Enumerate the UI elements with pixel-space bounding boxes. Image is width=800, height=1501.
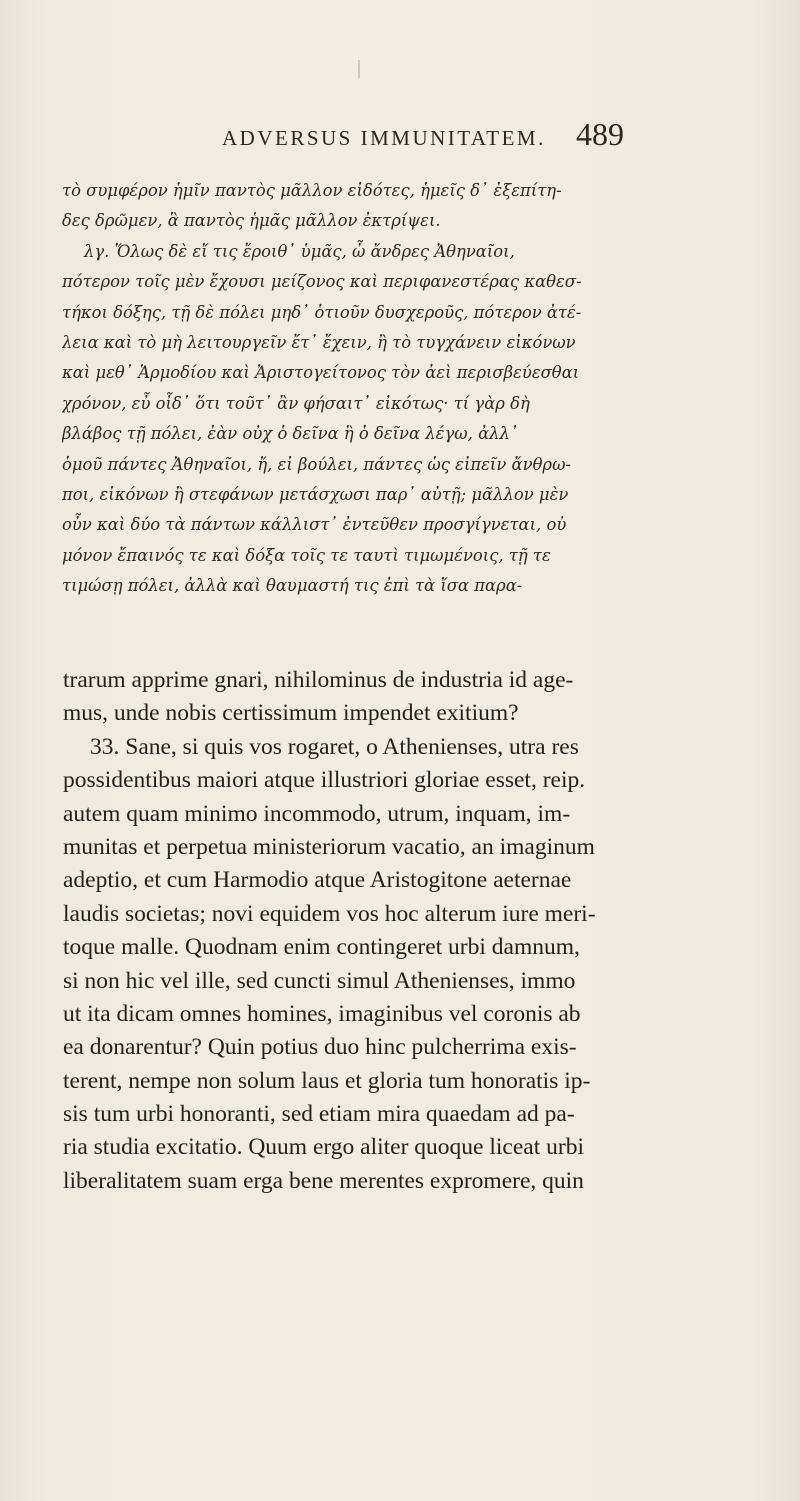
greek-text-block (62, 176, 762, 601)
greek-line: λεια καὶ τὸ μὴ λειτουργεῖν ἔτ᾽ ἔχειν, ἢ τὸ τυγχάνειν εἰκόνων (62, 332, 576, 352)
paper-mark (358, 60, 360, 78)
greek-line: οὖν καὶ δύο τὰ πάντων κάλλιστ᾽ ἐντεῦθεν προσγίγνεται, οὐ (62, 515, 567, 535)
latin-line: possidentibus maiori atque illustriori gloriae esset, reip. (63, 767, 586, 794)
running-title: ADVERSUS IMMUNITATEM. (222, 126, 546, 150)
latin-line: autem quam minimo incommodo, utrum, inquam, im- (63, 800, 571, 827)
greek-line: λγ. Ὅλως δὲ εἴ τις ἔροιθ᾽ ὑμᾶς, ὦ ἄνδρες Ἀθηναῖοι, (84, 241, 515, 261)
latin-line: 33. Sane, si quis vos rogaret, o Athenienses, utra res (90, 733, 579, 760)
greek-line: τήκοι δόξης, τῇ δὲ πόλει μηδ᾽ ὁτιοῦν δυσχεροῦς, πότερον ἀτέ- (62, 302, 582, 322)
latin-line: trarum apprime gnari, nihilominus de industria id age- (63, 667, 574, 693)
latin-line: si non hic vel ille, sed cuncti simul Athenienses, immo (63, 967, 576, 994)
latin-line: liberalitatem suam erga bene merentes expromere, quin (63, 1167, 584, 1194)
greek-line: δες δρῶμεν, ἃ παντὸς ἡμᾶς μᾶλλον ἐκτρίψει. (62, 211, 441, 231)
greek-line: χρόνον, εὖ οἶδ᾽ ὅτι τοῦτ᾽ ἂν φήσαιτ᾽ εἰκότως· τί γὰρ δὴ (62, 393, 530, 413)
latin-line: toque malle. Quodnam enim contingeret urbi damnum, (63, 934, 580, 961)
latin-line: ria studia excitatio. Quum ergo aliter quoque liceat urbi (63, 1134, 584, 1161)
greek-line: τιμώσῃ πόλει, ἀλλὰ καὶ θαυμαστή τις ἐπὶ τὰ ἴσα παρα- (62, 576, 523, 596)
greek-line: μόνον ἔπαινός τε καὶ δόξα τοῖς τε ταυτὶ τιμωμένοις, τῇ τε (62, 545, 551, 565)
greek-line: πότερον τοῖς μὲν ἔχουσι μείζονος καὶ περιφανεστέρας καθεσ- (62, 272, 582, 292)
latin-line: mus, unde nobis certissimum impendet exitium? (63, 700, 519, 727)
greek-line: βλάβος τῇ πόλει, ἐὰν οὐχ ὁ δεῖνα ἢ ὁ δεῖνα λέγω, ἀλλ᾽ (62, 424, 519, 444)
latin-line: laudis societas; novi equidem vos hoc alterum iure meri- (63, 900, 596, 927)
greek-line: καὶ μεθ᾽ Ἁρμοδίου καὶ Ἀριστογείτονος τὸν ἀεὶ περισβεύεσθαι (62, 363, 580, 383)
latin-text-block (63, 664, 763, 1198)
latin-line: terent, nempe non solum laus et gloria tum honoratis ip- (63, 1067, 591, 1094)
latin-line: ea donarentur? Quin potius duo hinc pulcherrima exis- (63, 1034, 577, 1061)
latin-line: munitas et perpetua ministeriorum vacatio, an imaginum (63, 833, 595, 860)
latin-line: adeptio, et cum Harmodio atque Aristogitone aeternae (63, 867, 572, 894)
greek-line: ὁμοῦ πάντες Ἀθηναῖοι, ἤ, εἰ βούλει, πάντες ὡς εἰπεῖν ἄνθρω- (62, 454, 571, 474)
greek-line: τὸ συμφέρον ἡμῖν παντὸς μᾶλλον εἰδότες, ἡμεῖς δ᾽ ἐξεπίτη- (62, 181, 562, 200)
page-number: 489 (576, 116, 624, 152)
greek-line: ποι, εἰκόνων ἢ στεφάνων μετάσχωσι παρ᾽ αὐτῇ; μᾶλλον μὲν (62, 484, 569, 504)
latin-line: ut ita dicam omnes homines, imaginibus vel coronis ab (63, 1000, 581, 1027)
latin-line: sis tum urbi honoranti, sed etiam mira quaedam ad pa- (63, 1101, 575, 1128)
